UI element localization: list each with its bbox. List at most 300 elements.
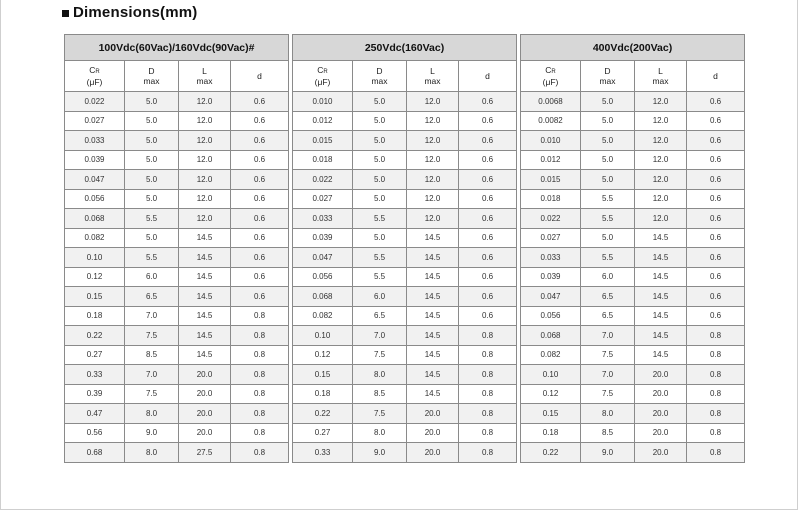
table-row xyxy=(293,384,517,404)
lead-diameter-cell: 0.8 xyxy=(459,404,517,424)
length-cell: 12.0 xyxy=(407,189,459,209)
lead-diameter-cell: 0.8 xyxy=(231,443,289,463)
capacitance-cell: 0.033 xyxy=(521,248,581,268)
lead-diameter-cell: 0.8 xyxy=(687,365,745,385)
capacitance-cell: 0.27 xyxy=(293,423,353,443)
capacitance-cell: 0.022 xyxy=(521,209,581,229)
capacitance-cell: 0.082 xyxy=(521,345,581,365)
table-row xyxy=(293,267,517,287)
table-row xyxy=(521,404,745,424)
lead-diameter-cell: 0.6 xyxy=(231,287,289,307)
table-row xyxy=(293,228,517,248)
capacitance-cell: 0.047 xyxy=(521,287,581,307)
page-title-text: Dimensions(mm) xyxy=(73,4,198,21)
voltage-rating-header: 250Vdc(160Vac) xyxy=(293,35,517,61)
diameter-cell: 6.5 xyxy=(581,287,635,307)
table-row xyxy=(521,345,745,365)
length-cell: 14.5 xyxy=(635,306,687,326)
diameter-cell: 9.0 xyxy=(125,423,179,443)
diameter-cell: 6.0 xyxy=(581,267,635,287)
diameter-column-header xyxy=(581,61,635,92)
table-row xyxy=(65,306,289,326)
capacitance-cell: 0.010 xyxy=(293,92,353,112)
length-cell: 20.0 xyxy=(179,365,231,385)
table-row xyxy=(293,423,517,443)
capacitance-cell: 0.012 xyxy=(293,111,353,131)
lead-diameter-cell: 0.6 xyxy=(459,267,517,287)
capacitance-cell: 0.027 xyxy=(65,111,125,131)
length-cell: 20.0 xyxy=(407,404,459,424)
length-cell: 12.0 xyxy=(635,131,687,151)
length-cell: 12.0 xyxy=(179,209,231,229)
capacitance-cell: 0.033 xyxy=(65,131,125,151)
capacitance-cell: 0.012 xyxy=(521,150,581,170)
lead-diameter-cell: 0.6 xyxy=(459,306,517,326)
length-cell: 14.5 xyxy=(407,228,459,248)
table-row xyxy=(293,92,517,112)
diameter-cell: 5.0 xyxy=(581,228,635,248)
capacitance-cell: 0.027 xyxy=(521,228,581,248)
length-cell: 12.0 xyxy=(407,170,459,190)
lead-diameter-cell: 0.6 xyxy=(459,248,517,268)
diameter-cell: 5.5 xyxy=(353,209,407,229)
length-cell: 12.0 xyxy=(179,150,231,170)
length-cell: 14.5 xyxy=(635,326,687,346)
diameter-cell: 9.0 xyxy=(581,443,635,463)
diameter-cell: 5.0 xyxy=(353,170,407,190)
table-row xyxy=(521,248,745,268)
diameter-column-header xyxy=(353,61,407,92)
lead-diameter-cell: 0.6 xyxy=(231,228,289,248)
diameter-cell: 5.0 xyxy=(125,131,179,151)
table-row xyxy=(293,170,517,190)
table-row xyxy=(293,306,517,326)
lead-diameter-cell: 0.6 xyxy=(459,111,517,131)
diameter-cell: 5.0 xyxy=(353,228,407,248)
capacitance-cell: 0.12 xyxy=(65,267,125,287)
length-cell: 14.5 xyxy=(407,326,459,346)
table-row xyxy=(65,228,289,248)
d-label: D xyxy=(148,66,155,76)
capacitance-cell: 0.039 xyxy=(65,150,125,170)
capacitance-cell: 0.10 xyxy=(65,248,125,268)
lead-diameter-cell: 0.8 xyxy=(231,404,289,424)
cr-subscript: R xyxy=(551,69,556,75)
capacitance-cell: 0.039 xyxy=(521,267,581,287)
diameter-cell: 5.0 xyxy=(125,228,179,248)
lead-diameter-cell: 0.6 xyxy=(459,189,517,209)
cr-subscript: R xyxy=(323,69,328,75)
diameter-cell: 5.0 xyxy=(581,170,635,190)
lead-diameter-cell: 0.6 xyxy=(687,287,745,307)
lead-diameter-cell: 0.6 xyxy=(231,150,289,170)
lead-diameter-cell: 0.6 xyxy=(231,189,289,209)
diameter-cell: 5.0 xyxy=(581,150,635,170)
length-cell: 12.0 xyxy=(635,209,687,229)
table-row xyxy=(521,228,745,248)
length-cell: 12.0 xyxy=(179,131,231,151)
length-cell: 14.5 xyxy=(407,287,459,307)
capacitance-cell: 0.047 xyxy=(65,170,125,190)
table-row xyxy=(521,189,745,209)
capacitance-cell: 0.082 xyxy=(293,306,353,326)
diameter-cell: 5.0 xyxy=(353,131,407,151)
cr-label: C xyxy=(89,65,96,75)
lead-diameter-cell: 0.6 xyxy=(459,287,517,307)
length-cell: 14.5 xyxy=(179,248,231,268)
diameter-cell: 5.5 xyxy=(581,189,635,209)
lead-diameter-cell: 0.6 xyxy=(687,306,745,326)
capacitance-cell: 0.010 xyxy=(521,131,581,151)
length-cell: 12.0 xyxy=(407,209,459,229)
lead-diameter-cell: 0.6 xyxy=(459,92,517,112)
table-row xyxy=(65,326,289,346)
capacitance-cell: 0.27 xyxy=(65,345,125,365)
table-row xyxy=(521,365,745,385)
diameter-cell: 8.0 xyxy=(353,365,407,385)
dimensions-table-1 xyxy=(64,34,289,463)
length-cell: 20.0 xyxy=(407,443,459,463)
length-cell: 12.0 xyxy=(407,92,459,112)
lead-diameter-cell: 0.8 xyxy=(459,443,517,463)
cr-unit: (μF) xyxy=(86,77,103,87)
max-label: max xyxy=(599,76,616,86)
length-cell: 14.5 xyxy=(179,287,231,307)
diameter-cell: 8.0 xyxy=(353,423,407,443)
lead-diameter-cell: 0.6 xyxy=(459,170,517,190)
capacitance-cell: 0.22 xyxy=(521,443,581,463)
table-row xyxy=(521,209,745,229)
length-cell: 12.0 xyxy=(407,150,459,170)
length-cell: 14.5 xyxy=(635,248,687,268)
diameter-cell: 6.5 xyxy=(125,287,179,307)
capacitance-cell: 0.39 xyxy=(65,384,125,404)
capacitance-cell: 0.33 xyxy=(65,365,125,385)
diameter-cell: 7.0 xyxy=(353,326,407,346)
lead-diameter-cell: 0.8 xyxy=(459,384,517,404)
table-row xyxy=(65,248,289,268)
length-cell: 20.0 xyxy=(635,384,687,404)
lead-diameter-cell: 0.6 xyxy=(687,170,745,190)
diameter-cell: 5.0 xyxy=(581,131,635,151)
lead-diameter-cell: 0.8 xyxy=(231,384,289,404)
cr-unit: (μF) xyxy=(314,77,331,87)
lead-diameter-cell: 0.6 xyxy=(687,111,745,131)
table-row xyxy=(65,131,289,151)
length-column-header xyxy=(407,61,459,92)
length-cell: 12.0 xyxy=(179,111,231,131)
lead-diameter-cell: 0.6 xyxy=(687,228,745,248)
length-cell: 12.0 xyxy=(635,150,687,170)
capacitance-cell: 0.068 xyxy=(65,209,125,229)
lead-diameter-cell: 0.6 xyxy=(231,248,289,268)
diameter-cell: 5.0 xyxy=(581,92,635,112)
voltage-rating-header: 100Vdc(60Vac)/160Vdc(90Vac)# xyxy=(65,35,289,61)
diameter-cell: 5.0 xyxy=(125,150,179,170)
diameter-cell: 5.0 xyxy=(353,150,407,170)
capacitance-cell: 0.22 xyxy=(65,326,125,346)
table-row xyxy=(293,111,517,131)
diameter-cell: 5.5 xyxy=(581,209,635,229)
capacitance-cell: 0.68 xyxy=(65,443,125,463)
length-cell: 27.5 xyxy=(179,443,231,463)
diameter-cell: 6.0 xyxy=(125,267,179,287)
capacitance-cell: 0.068 xyxy=(293,287,353,307)
cr-label: C xyxy=(545,65,552,75)
table-row xyxy=(293,404,517,424)
diameter-column-header xyxy=(125,61,179,92)
diameter-cell: 5.0 xyxy=(353,111,407,131)
cr-label: C xyxy=(317,65,324,75)
l-label: L xyxy=(202,66,207,76)
table-row xyxy=(293,287,517,307)
lead-diameter-cell: 0.6 xyxy=(687,267,745,287)
table-row xyxy=(521,92,745,112)
table-row xyxy=(293,209,517,229)
d-label: D xyxy=(376,66,383,76)
lead-diameter-cell: 0.6 xyxy=(459,150,517,170)
lead-diameter-cell: 0.6 xyxy=(459,131,517,151)
lead-diameter-cell: 0.8 xyxy=(231,365,289,385)
capacitance-cell: 0.039 xyxy=(293,228,353,248)
capacitance-cell: 0.18 xyxy=(65,306,125,326)
diameter-cell: 7.5 xyxy=(581,384,635,404)
capacitance-cell: 0.12 xyxy=(521,384,581,404)
capacitance-cell: 0.015 xyxy=(293,131,353,151)
capacitance-cell: 0.015 xyxy=(521,170,581,190)
capacitance-cell: 0.47 xyxy=(65,404,125,424)
lead-diameter-cell: 0.8 xyxy=(687,443,745,463)
lead-d-label: d xyxy=(485,71,490,81)
l-label: L xyxy=(430,66,435,76)
diameter-cell: 7.0 xyxy=(125,365,179,385)
capacitance-cell: 0.033 xyxy=(293,209,353,229)
diameter-cell: 5.0 xyxy=(125,111,179,131)
length-cell: 20.0 xyxy=(635,365,687,385)
table-row xyxy=(65,287,289,307)
table-row xyxy=(65,267,289,287)
table-row xyxy=(65,423,289,443)
table-row xyxy=(293,189,517,209)
capacitance-cell: 0.0068 xyxy=(521,92,581,112)
lead-diameter-cell: 0.8 xyxy=(459,423,517,443)
diameter-cell: 5.5 xyxy=(353,267,407,287)
lead-d-label: d xyxy=(713,71,718,81)
capacitance-cell: 0.10 xyxy=(521,365,581,385)
diameter-cell: 8.5 xyxy=(125,345,179,365)
capacitance-cell: 0.056 xyxy=(293,267,353,287)
length-cell: 14.5 xyxy=(407,248,459,268)
capacitance-column-header xyxy=(293,61,353,92)
diameter-cell: 5.5 xyxy=(353,248,407,268)
cr-unit: (μF) xyxy=(542,77,559,87)
lead-diameter-cell: 0.8 xyxy=(459,326,517,346)
lead-diameter-cell: 0.8 xyxy=(687,404,745,424)
length-cell: 12.0 xyxy=(635,92,687,112)
table-row xyxy=(521,326,745,346)
capacitance-cell: 0.22 xyxy=(293,404,353,424)
lead-diameter-cell: 0.6 xyxy=(687,248,745,268)
max-label: max xyxy=(652,76,669,86)
square-bullet-icon xyxy=(62,10,69,17)
capacitance-cell: 0.056 xyxy=(65,189,125,209)
diameter-cell: 7.5 xyxy=(353,345,407,365)
table-row xyxy=(521,384,745,404)
length-cell: 14.5 xyxy=(407,306,459,326)
lead-diameter-column-header xyxy=(459,61,517,92)
lead-diameter-cell: 0.6 xyxy=(687,92,745,112)
diameter-cell: 5.5 xyxy=(125,209,179,229)
dimensions-table-2 xyxy=(292,34,517,463)
lead-diameter-cell: 0.6 xyxy=(231,111,289,131)
diameter-cell: 7.0 xyxy=(581,365,635,385)
lead-diameter-column-header xyxy=(231,61,289,92)
lead-diameter-cell: 0.6 xyxy=(687,131,745,151)
table-row xyxy=(521,287,745,307)
lead-diameter-cell: 0.8 xyxy=(231,345,289,365)
length-cell: 12.0 xyxy=(635,111,687,131)
length-column-header xyxy=(635,61,687,92)
capacitance-cell: 0.022 xyxy=(65,92,125,112)
length-cell: 14.5 xyxy=(635,267,687,287)
lead-diameter-cell: 0.8 xyxy=(459,365,517,385)
lead-diameter-cell: 0.6 xyxy=(459,228,517,248)
diameter-cell: 5.0 xyxy=(353,92,407,112)
table-row xyxy=(521,131,745,151)
table-row xyxy=(521,306,745,326)
diameter-cell: 5.0 xyxy=(353,189,407,209)
diameter-cell: 8.0 xyxy=(581,404,635,424)
diameter-cell: 7.5 xyxy=(125,326,179,346)
length-cell: 14.5 xyxy=(635,345,687,365)
length-cell: 12.0 xyxy=(635,189,687,209)
lead-diameter-cell: 0.8 xyxy=(687,345,745,365)
length-cell: 14.5 xyxy=(179,306,231,326)
length-cell: 12.0 xyxy=(179,170,231,190)
length-cell: 14.5 xyxy=(179,345,231,365)
table-row xyxy=(521,423,745,443)
max-label: max xyxy=(196,76,213,86)
diameter-cell: 5.0 xyxy=(125,170,179,190)
length-cell: 14.5 xyxy=(179,326,231,346)
lead-diameter-cell: 0.6 xyxy=(231,209,289,229)
capacitance-cell: 0.15 xyxy=(65,287,125,307)
cr-subscript: R xyxy=(95,69,100,75)
length-cell: 14.5 xyxy=(407,345,459,365)
capacitance-cell: 0.12 xyxy=(293,345,353,365)
lead-diameter-cell: 0.8 xyxy=(231,423,289,443)
capacitance-column-header xyxy=(521,61,581,92)
diameter-cell: 7.0 xyxy=(581,326,635,346)
voltage-rating-header: 400Vdc(200Vac) xyxy=(521,35,745,61)
capacitance-cell: 0.018 xyxy=(293,150,353,170)
diameter-cell: 7.5 xyxy=(125,384,179,404)
table-row xyxy=(521,150,745,170)
lead-diameter-cell: 0.8 xyxy=(687,384,745,404)
table-row xyxy=(521,443,745,463)
lead-diameter-cell: 0.8 xyxy=(231,306,289,326)
lead-diameter-cell: 0.8 xyxy=(231,326,289,346)
table-row xyxy=(293,150,517,170)
lead-diameter-cell: 0.6 xyxy=(231,170,289,190)
lead-diameter-cell: 0.6 xyxy=(231,267,289,287)
length-cell: 14.5 xyxy=(407,267,459,287)
table-row xyxy=(293,345,517,365)
capacitance-cell: 0.18 xyxy=(521,423,581,443)
capacitance-cell: 0.047 xyxy=(293,248,353,268)
length-cell: 12.0 xyxy=(407,131,459,151)
capacitance-cell: 0.0082 xyxy=(521,111,581,131)
diameter-cell: 7.5 xyxy=(353,404,407,424)
d-label: D xyxy=(604,66,611,76)
table-row xyxy=(65,150,289,170)
table-row xyxy=(293,365,517,385)
capacitance-cell: 0.082 xyxy=(65,228,125,248)
diameter-cell: 5.0 xyxy=(125,92,179,112)
capacitance-cell: 0.56 xyxy=(65,423,125,443)
capacitance-cell: 0.15 xyxy=(521,404,581,424)
length-cell: 20.0 xyxy=(407,423,459,443)
capacitance-column-header xyxy=(65,61,125,92)
diameter-cell: 8.0 xyxy=(125,404,179,424)
dimensions-table-3 xyxy=(520,34,745,463)
diameter-cell: 8.0 xyxy=(125,443,179,463)
length-cell: 20.0 xyxy=(179,423,231,443)
table-row xyxy=(65,209,289,229)
length-cell: 14.5 xyxy=(635,287,687,307)
length-cell: 20.0 xyxy=(635,423,687,443)
capacitance-cell: 0.027 xyxy=(293,189,353,209)
lead-diameter-cell: 0.6 xyxy=(687,189,745,209)
capacitance-cell: 0.018 xyxy=(521,189,581,209)
length-cell: 12.0 xyxy=(635,170,687,190)
page-title xyxy=(62,4,198,21)
table-row xyxy=(65,170,289,190)
diameter-cell: 9.0 xyxy=(353,443,407,463)
length-cell: 14.5 xyxy=(407,384,459,404)
table-row xyxy=(65,111,289,131)
length-cell: 14.5 xyxy=(179,228,231,248)
table-row xyxy=(521,267,745,287)
length-cell: 12.0 xyxy=(179,189,231,209)
table-row xyxy=(293,248,517,268)
length-cell: 14.5 xyxy=(635,228,687,248)
capacitance-cell: 0.15 xyxy=(293,365,353,385)
diameter-cell: 6.5 xyxy=(581,306,635,326)
table-row xyxy=(65,443,289,463)
lead-diameter-column-header xyxy=(687,61,745,92)
lead-diameter-cell: 0.8 xyxy=(687,423,745,443)
diameter-cell: 5.0 xyxy=(581,111,635,131)
diameter-cell: 8.5 xyxy=(353,384,407,404)
lead-d-label: d xyxy=(257,71,262,81)
table-row xyxy=(521,170,745,190)
lead-diameter-cell: 0.6 xyxy=(231,92,289,112)
length-cell: 14.5 xyxy=(407,365,459,385)
table-row xyxy=(65,345,289,365)
diameter-cell: 6.0 xyxy=(353,287,407,307)
diameter-cell: 5.5 xyxy=(125,248,179,268)
diameter-cell: 8.5 xyxy=(581,423,635,443)
max-label: max xyxy=(371,76,388,86)
diameter-cell: 6.5 xyxy=(353,306,407,326)
table-row xyxy=(65,189,289,209)
table-row xyxy=(65,365,289,385)
max-label: max xyxy=(143,76,160,86)
table-row xyxy=(521,111,745,131)
length-cell: 20.0 xyxy=(179,404,231,424)
capacitance-cell: 0.022 xyxy=(293,170,353,190)
